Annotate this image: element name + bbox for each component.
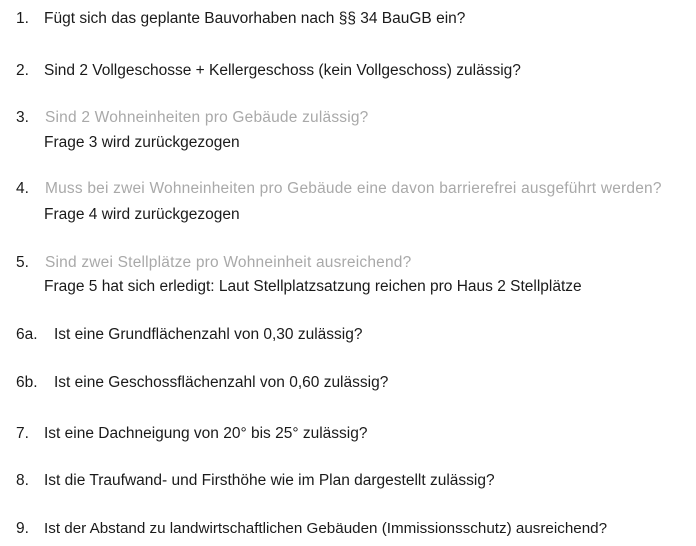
question-number: 6b. <box>16 374 38 391</box>
question-text-struck: Sind 2 Wohneinheiten pro Gebäude zulässig? <box>45 109 369 126</box>
question-number: 4. <box>16 180 29 197</box>
question-text: Sind 2 Vollgeschosse + Kellergeschoss (kein Vollgeschoss) zulässig? <box>44 62 521 79</box>
question-number: 5. <box>16 254 29 271</box>
question-3-note: Frage 3 wird zurückgezogen <box>44 134 240 151</box>
question-number: 6a. <box>16 326 38 343</box>
question-text: Ist die Traufwand- und Firsthöhe wie im Plan dargestellt zulässig? <box>44 472 495 489</box>
question-number: 3. <box>16 109 29 126</box>
question-text: Ist eine Geschossflächenzahl von 0,60 zulässig? <box>54 374 389 391</box>
question-text-struck: Muss bei zwei Wohneinheiten pro Gebäude eine davon barrierefrei ausgeführt werden? <box>45 180 662 197</box>
question-text-struck: Sind zwei Stellplätze pro Wohneinheit ausreichend? <box>45 254 412 271</box>
question-text: Ist eine Dachneigung von 20° bis 25° zulässig? <box>44 425 368 442</box>
question-text: Ist eine Grundflächenzahl von 0,30 zulässig? <box>54 326 363 343</box>
question-5-note: Frage 5 hat sich erledigt: Laut Stellplatzsatzung reichen pro Haus 2 Stellplätze <box>44 278 582 295</box>
question-number: 2. <box>16 62 29 79</box>
question-number: 9. <box>16 520 29 537</box>
question-text: Fügt sich das geplante Bauvorhaben nach §§ 34 BauGB ein? <box>44 10 466 27</box>
question-text: Ist der Abstand zu landwirtschaftlichen Gebäuden (Immissionsschutz) ausreichend? <box>44 520 608 537</box>
question-number: 7. <box>16 425 29 442</box>
question-4-note: Frage 4 wird zurückgezogen <box>44 206 240 223</box>
question-number: 1. <box>16 10 29 27</box>
question-number: 8. <box>16 472 29 489</box>
